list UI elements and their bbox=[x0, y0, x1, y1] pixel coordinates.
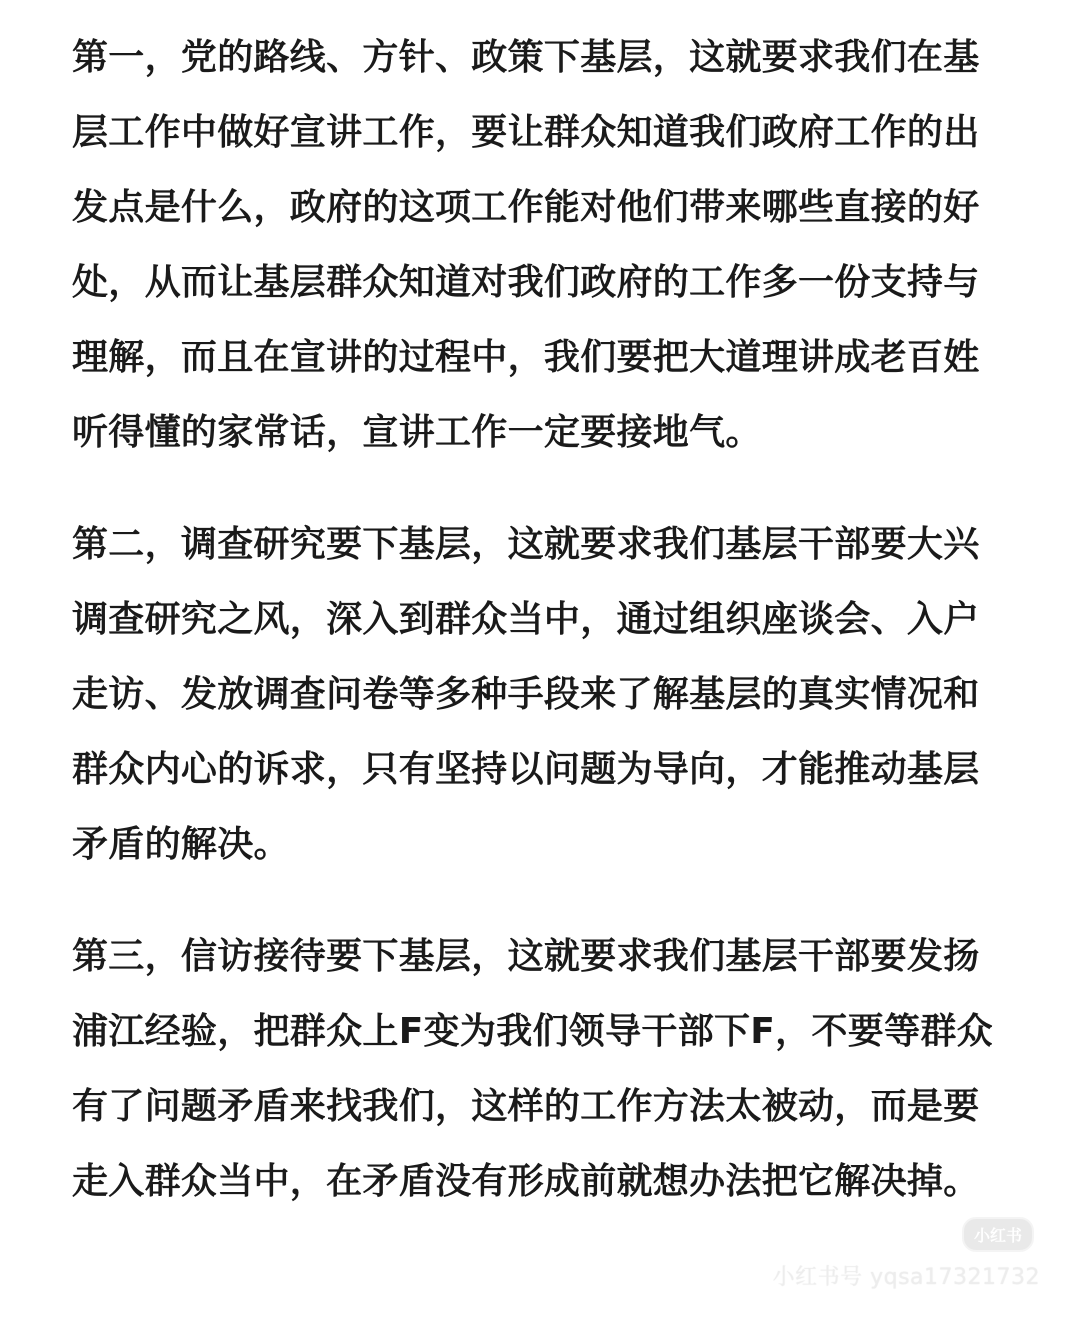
paragraph-2: 第二，调查研究要下基层，这就要求我们基层干部要大兴调查研究之风，深入到群众当中，通过组织座谈会、入户走访、发放调查问卷等多种手段来了解基层的真实情况和群众内心的诉求，只有坚持以问题为导向，才能推动基层矛盾的解决。 bbox=[72, 524, 980, 865]
paragraph-1: 第一，党的路线、方针、政策下基层，这就要求我们在基层工作中做好宣讲工作，要让群众知道我们政府工作的出发点是什么，政府的这项工作能对他们带来哪些直接的好处，从而让基层群众知道对我们政府的工作多一份支持与理解，而且在宣讲的过程中，我们要把大道理讲成老百姓听得懂的家常话，宣讲工作一定要接地气。 bbox=[72, 37, 980, 453]
paragraph-3: 第三，信访接待要下基层，这就要求我们基层干部要发扬浦江经验，把群众上F变为我们领导干部下F，不要等群众有了问题矛盾来找我们，这样的工作方法太被动，而是要走入群众当中，在矛盾没有形成前就想办法把它解决掉。 bbox=[72, 936, 993, 1202]
article-body bbox=[72, 20, 1008, 1256]
xiaohongshu-logo-icon: 小红书 bbox=[962, 1217, 1034, 1252]
watermark bbox=[773, 1217, 1040, 1291]
watermark-account-id: 小红书号 yqsa17321732 bbox=[772, 1265, 1040, 1290]
